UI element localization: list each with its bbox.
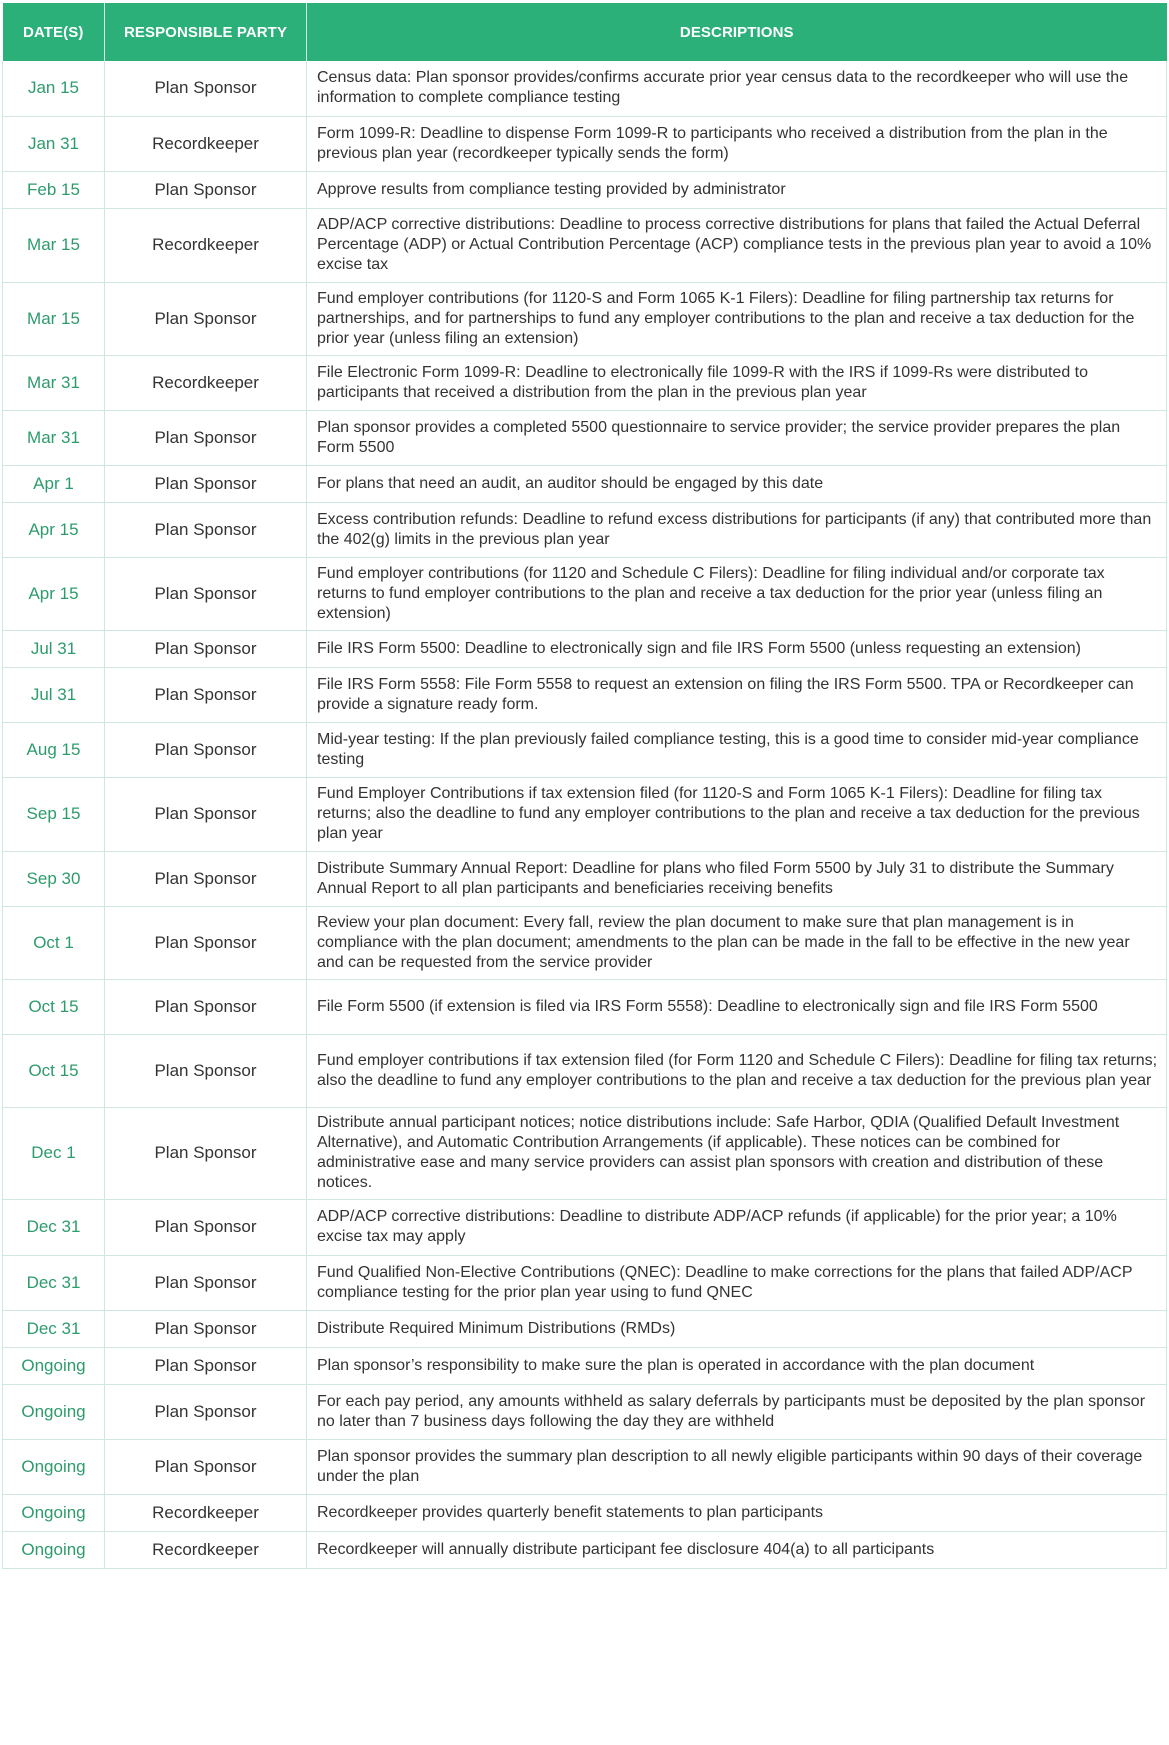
row-date: Dec 31 — [3, 1255, 105, 1310]
row-description: Fund Qualified Non-Elective Contributions (QNEC): Deadline to make corrections for the plans that failed ADP/ACP compliance testing for the prior plan year using to fund QNEC — [307, 1255, 1167, 1310]
row-date: Mar 31 — [3, 355, 105, 410]
table-row — [3, 61, 1167, 116]
row-date: Apr 1 — [3, 465, 105, 502]
row-responsible-party: Plan Sponsor — [105, 1199, 307, 1255]
header-row — [3, 3, 1167, 61]
table-row — [3, 851, 1167, 906]
row-description: Plan sponsor’s responsibility to make sure the plan is operated in accordance with the plan document — [307, 1347, 1167, 1384]
row-description: For plans that need an audit, an auditor should be engaged by this date — [307, 465, 1167, 502]
row-description: Fund employer contributions (for 1120 and Schedule C Filers): Deadline for filing individual and/or corporate tax returns to fund employer contributions to the plan and receive a tax deduction for the prior year (unless filing an extension) — [307, 557, 1167, 630]
row-description: ADP/ACP corrective distributions: Deadline to process corrective distributions for plans that failed the Actual Deferral Percentage (ADP) or Actual Contribution Percentage (ACP) compliance tests in the previous plan year to avoid a 10% excise tax — [307, 208, 1167, 282]
row-date: Ongoing — [3, 1494, 105, 1531]
table-row — [3, 1531, 1167, 1568]
row-date: Oct 15 — [3, 1034, 105, 1107]
row-responsible-party: Recordkeeper — [105, 1494, 307, 1531]
row-date: Feb 15 — [3, 171, 105, 208]
table-row — [3, 355, 1167, 410]
row-description: File IRS Form 5558: File Form 5558 to request an extension on filing the IRS Form 5500. TPA or Recordkeeper can provide a signature ready form. — [307, 667, 1167, 722]
row-responsible-party: Plan Sponsor — [105, 410, 307, 465]
row-responsible-party: Plan Sponsor — [105, 1384, 307, 1439]
table-row — [3, 557, 1167, 630]
header-dates: DATE(S) — [3, 3, 105, 61]
table-body — [3, 61, 1167, 1568]
row-description: File Electronic Form 1099-R: Deadline to electronically file 1099-R with the IRS if 1099-Rs were distributed to participants that received a distribution from the plan in the previous plan year — [307, 355, 1167, 410]
row-date: Mar 31 — [3, 410, 105, 465]
row-description: Distribute Required Minimum Distributions (RMDs) — [307, 1310, 1167, 1347]
row-date: Jan 31 — [3, 116, 105, 171]
row-description: Distribute Summary Annual Report: Deadline for plans who filed Form 5500 by July 31 to distribute the Summary Annual Report to all plan participants and beneficiaries receiving benefits — [307, 851, 1167, 906]
row-responsible-party: Plan Sponsor — [105, 465, 307, 502]
row-responsible-party: Plan Sponsor — [105, 906, 307, 979]
table-row — [3, 410, 1167, 465]
row-responsible-party: Plan Sponsor — [105, 979, 307, 1034]
row-date: Dec 31 — [3, 1199, 105, 1255]
row-responsible-party: Recordkeeper — [105, 1531, 307, 1568]
row-date: Oct 15 — [3, 979, 105, 1034]
row-date: Ongoing — [3, 1347, 105, 1384]
row-date: Jul 31 — [3, 630, 105, 667]
header-responsible-party: RESPONSIBLE PARTY — [105, 3, 307, 61]
row-description: Distribute annual participant notices; notice distributions include: Safe Harbor, QDIA (Qualified Default Investment Alternative), and Automatic Contribution Arrangements (if applicable). These notices can be combined for administrative ease and many service providers can assist plan sponsors with creation and distribution of these notices. — [307, 1107, 1167, 1199]
row-date: Sep 15 — [3, 777, 105, 851]
compliance-deadlines-table — [2, 3, 1167, 1569]
row-date: Sep 30 — [3, 851, 105, 906]
table-row — [3, 465, 1167, 502]
row-description: Plan sponsor provides the summary plan description to all newly eligible participants within 90 days of their coverage under the plan — [307, 1439, 1167, 1494]
table-row — [3, 1255, 1167, 1310]
table-row — [3, 1107, 1167, 1199]
table-row — [3, 722, 1167, 777]
table-row — [3, 906, 1167, 979]
row-responsible-party: Plan Sponsor — [105, 171, 307, 208]
row-date: Apr 15 — [3, 557, 105, 630]
table-row — [3, 1494, 1167, 1531]
row-date: Mar 15 — [3, 282, 105, 355]
row-description: Recordkeeper provides quarterly benefit statements to plan participants — [307, 1494, 1167, 1531]
row-description: Form 1099-R: Deadline to dispense Form 1099-R to participants who received a distribution from the plan in the previous plan year (recordkeeper typically sends the form) — [307, 116, 1167, 171]
table-row — [3, 1199, 1167, 1255]
row-responsible-party: Plan Sponsor — [105, 722, 307, 777]
row-description: Review your plan document: Every fall, review the plan document to make sure that plan management is in compliance with the plan document; amendments to the plan can be made in the fall to be effective in the new year and can be requested from the service provider — [307, 906, 1167, 979]
table-row — [3, 1439, 1167, 1494]
row-responsible-party: Plan Sponsor — [105, 630, 307, 667]
row-responsible-party: Plan Sponsor — [105, 502, 307, 557]
table-row — [3, 1034, 1167, 1107]
row-description: Fund employer contributions if tax extension filed (for Form 1120 and Schedule C Filers): Deadline for filing tax returns; also the deadline to fund any employer contributions to the plan and receive a tax deduction for the previous plan year — [307, 1034, 1167, 1107]
row-description: File IRS Form 5500: Deadline to electronically sign and file IRS Form 5500 (unless requesting an extension) — [307, 630, 1167, 667]
table-row — [3, 282, 1167, 355]
row-description: Excess contribution refunds: Deadline to refund excess distributions for participants (if any) that contributed more than the 402(g) limits in the previous plan year — [307, 502, 1167, 557]
row-responsible-party: Plan Sponsor — [105, 282, 307, 355]
header-descriptions: DESCRIPTIONS — [307, 3, 1167, 61]
row-responsible-party: Recordkeeper — [105, 355, 307, 410]
table-row — [3, 630, 1167, 667]
row-description: Fund Employer Contributions if tax extension filed (for 1120-S and Form 1065 K-1 Filers): Deadline for filing tax returns; also the deadline to fund any employer contributions to the plan and receive a tax deduction for the previous plan year — [307, 777, 1167, 851]
table-row — [3, 502, 1167, 557]
row-date: Oct 1 — [3, 906, 105, 979]
row-date: Mar 15 — [3, 208, 105, 282]
row-description: Recordkeeper will annually distribute participant fee disclosure 404(a) to all participants — [307, 1531, 1167, 1568]
table-row — [3, 208, 1167, 282]
row-responsible-party: Plan Sponsor — [105, 61, 307, 116]
row-responsible-party: Recordkeeper — [105, 116, 307, 171]
row-responsible-party: Plan Sponsor — [105, 777, 307, 851]
row-responsible-party: Plan Sponsor — [105, 1347, 307, 1384]
table-row — [3, 1310, 1167, 1347]
table-row — [3, 116, 1167, 171]
row-responsible-party: Plan Sponsor — [105, 1255, 307, 1310]
table-row — [3, 171, 1167, 208]
row-responsible-party: Plan Sponsor — [105, 1034, 307, 1107]
row-date: Ongoing — [3, 1384, 105, 1439]
row-description: File Form 5500 (if extension is filed via IRS Form 5558): Deadline to electronically sign and file IRS Form 5500 — [307, 979, 1167, 1034]
row-date: Dec 31 — [3, 1310, 105, 1347]
row-date: Jan 15 — [3, 61, 105, 116]
row-responsible-party: Recordkeeper — [105, 208, 307, 282]
row-date: Ongoing — [3, 1531, 105, 1568]
table-header — [3, 3, 1167, 61]
row-description: ADP/ACP corrective distributions: Deadline to distribute ADP/ACP refunds (if applicable) for the prior year; a 10% excise tax may apply — [307, 1199, 1167, 1255]
row-description: Approve results from compliance testing provided by administrator — [307, 171, 1167, 208]
row-description: Mid-year testing: If the plan previously failed compliance testing, this is a good time to consider mid-year compliance testing — [307, 722, 1167, 777]
row-date: Dec 1 — [3, 1107, 105, 1199]
row-responsible-party: Plan Sponsor — [105, 851, 307, 906]
table-row — [3, 1347, 1167, 1384]
table-row — [3, 1384, 1167, 1439]
row-description: Census data: Plan sponsor provides/confirms accurate prior year census data to the recordkeeper who will use the information to complete compliance testing — [307, 61, 1167, 116]
row-date: Aug 15 — [3, 722, 105, 777]
row-responsible-party: Plan Sponsor — [105, 1310, 307, 1347]
row-responsible-party: Plan Sponsor — [105, 1439, 307, 1494]
row-date: Apr 15 — [3, 502, 105, 557]
row-description: Plan sponsor provides a completed 5500 questionnaire to service provider; the service provider prepares the plan Form 5500 — [307, 410, 1167, 465]
row-responsible-party: Plan Sponsor — [105, 667, 307, 722]
row-description: For each pay period, any amounts withheld as salary deferrals by participants must be deposited by the plan sponsor no later than 7 business days following the day they are withheld — [307, 1384, 1167, 1439]
row-date: Ongoing — [3, 1439, 105, 1494]
table-row — [3, 979, 1167, 1034]
table-row — [3, 667, 1167, 722]
row-responsible-party: Plan Sponsor — [105, 557, 307, 630]
row-description: Fund employer contributions (for 1120-S and Form 1065 K-1 Filers): Deadline for filing partnership tax returns for partnerships, and for partnerships to fund any employer contributions to the plan and receive a tax deduction for the prior year (unless filing an extension) — [307, 282, 1167, 355]
row-responsible-party: Plan Sponsor — [105, 1107, 307, 1199]
table-row — [3, 777, 1167, 851]
row-date: Jul 31 — [3, 667, 105, 722]
